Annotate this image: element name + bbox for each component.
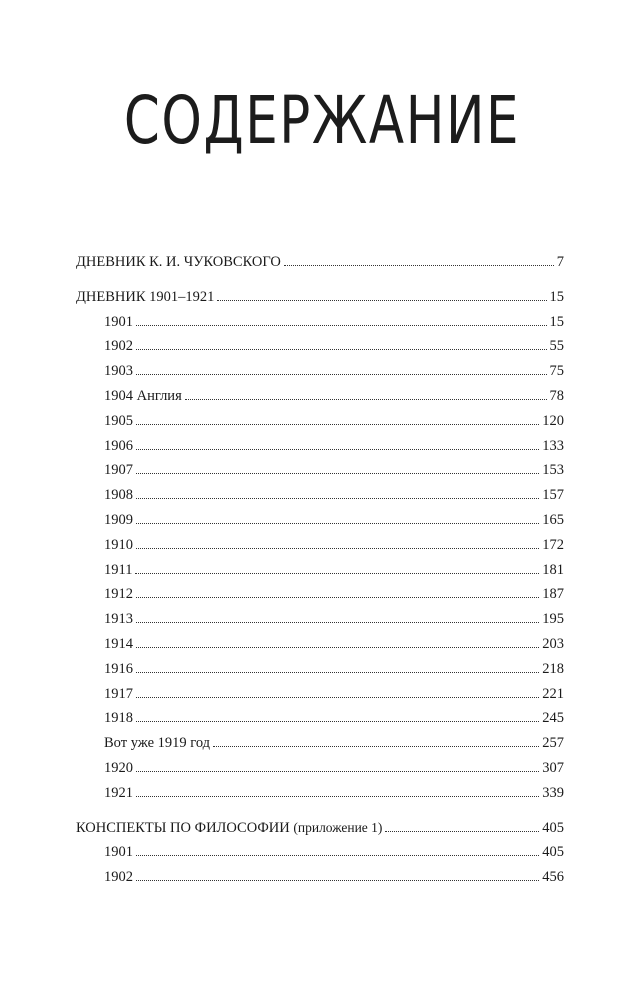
toc-subentry <box>76 458 564 483</box>
toc-entry-label <box>104 359 135 384</box>
section-spacer <box>76 275 564 285</box>
toc-page-number: 55 <box>549 338 564 355</box>
toc-subentry <box>76 607 564 632</box>
dot-leader <box>136 854 539 856</box>
toc-page-number: 181 <box>542 561 564 578</box>
toc-section-entry <box>76 285 564 310</box>
dot-leader <box>136 671 539 673</box>
toc-entry-title: 1908 <box>104 487 133 504</box>
toc-page-number: 157 <box>542 487 564 504</box>
toc-page-number: 15 <box>549 313 564 330</box>
toc-page-number: 15 <box>549 288 564 305</box>
toc-entry-title: 1902 <box>104 338 133 355</box>
dot-leader <box>284 264 554 266</box>
toc-page-number: 456 <box>542 869 564 886</box>
toc-subentry <box>76 781 564 806</box>
dot-leader <box>136 522 539 524</box>
toc-entry-title: 1918 <box>104 710 133 727</box>
toc-entry-label <box>76 816 384 841</box>
toc-page-number: 7 <box>556 254 564 270</box>
dot-leader <box>136 795 539 797</box>
toc-entry-title: Вот уже 1919 год <box>104 735 211 752</box>
toc-subentry <box>76 483 564 508</box>
toc-entry-label <box>76 250 283 275</box>
toc-page-number: 133 <box>542 437 564 454</box>
toc-page-number: 75 <box>549 363 564 380</box>
toc-subentry <box>76 533 564 558</box>
toc-page-number: 405 <box>542 844 564 861</box>
toc-entry-title: 1901 <box>104 313 133 330</box>
toc-page-number: 172 <box>542 536 564 553</box>
toc-entry-label <box>104 334 135 359</box>
dot-leader <box>213 745 539 747</box>
toc-entry-title: 1905 <box>104 412 133 429</box>
dot-leader <box>136 497 539 499</box>
toc-subentry <box>76 582 564 607</box>
toc-subentry <box>76 508 564 533</box>
dot-leader <box>136 448 539 450</box>
toc-subentry <box>76 682 564 707</box>
toc-entry-label <box>104 409 135 434</box>
toc-entry-label <box>104 840 135 865</box>
toc-entry-label <box>104 781 135 806</box>
dot-leader <box>136 596 539 598</box>
dot-leader <box>136 324 547 326</box>
toc-entry-label <box>104 632 135 657</box>
toc-subentry <box>76 657 564 682</box>
toc-page-number: 257 <box>542 735 564 752</box>
toc-subentry <box>76 558 564 583</box>
toc-page-number: 218 <box>542 660 564 677</box>
toc-page-number: 195 <box>542 611 564 628</box>
toc-entry-title: 1904 Англия <box>104 387 182 404</box>
toc-page-number: 187 <box>542 586 564 603</box>
toc-subentry <box>76 756 564 781</box>
toc-entry-title: 1921 <box>104 784 133 801</box>
toc-entry-label <box>104 657 135 682</box>
toc-entry-label <box>76 285 216 310</box>
toc-entry-label <box>104 533 135 558</box>
toc-entry-label <box>104 731 212 756</box>
toc-subentry <box>76 840 564 865</box>
toc-entry-title: 1912 <box>104 586 133 603</box>
toc-subentry <box>76 731 564 756</box>
toc-page-number: 153 <box>542 462 564 479</box>
toc-page-number: 245 <box>542 710 564 727</box>
toc-entry-title: 1907 <box>104 462 133 479</box>
toc-subentry <box>76 409 564 434</box>
toc-entry-title: 1920 <box>104 759 133 776</box>
toc-page-number: 339 <box>542 784 564 801</box>
toc-entry-label <box>104 756 135 781</box>
toc-subentry <box>76 865 564 890</box>
toc-entry-title: ДНЕВНИК К. И. ЧУКОВСКОГО <box>76 254 281 270</box>
dot-leader <box>185 398 547 400</box>
dot-leader <box>217 299 546 301</box>
toc-entry-title: 1917 <box>104 685 133 702</box>
dot-leader <box>136 696 539 698</box>
toc-subentry <box>76 334 564 359</box>
dot-leader <box>136 547 539 549</box>
toc-subentry <box>76 359 564 384</box>
toc-subentry <box>76 310 564 335</box>
toc-page-number: 221 <box>542 685 564 702</box>
toc-entry-title: 1906 <box>104 437 133 454</box>
toc-entry-label <box>104 458 135 483</box>
toc-entry-title: ДНЕВНИК 1901–1921 <box>76 288 215 305</box>
page-title: СОДЕРЖАНИЕ <box>123 82 521 159</box>
dot-leader <box>136 646 539 648</box>
toc-page-number: 307 <box>542 759 564 776</box>
dot-leader <box>136 770 539 772</box>
toc-entry-label <box>104 434 135 459</box>
toc-entry-label <box>104 582 135 607</box>
toc-entry-title: 1910 <box>104 536 133 553</box>
toc-entry-title: КОНСПЕКТЫ ПО ФИЛОСОФИИ <box>76 819 290 836</box>
toc-page-number: 405 <box>542 819 564 836</box>
dot-leader <box>135 572 539 574</box>
toc-subentry <box>76 384 564 409</box>
toc-entry-label <box>104 706 135 731</box>
toc-subentry <box>76 706 564 731</box>
section-spacer <box>76 806 564 816</box>
dot-leader <box>136 720 539 722</box>
toc-entry-label <box>104 682 135 707</box>
dot-leader <box>136 373 547 375</box>
toc-entry-title: 1911 <box>104 561 133 578</box>
toc-entry-label <box>104 310 135 335</box>
toc-entry-label <box>104 607 135 632</box>
toc-page-number: 203 <box>542 635 564 652</box>
toc-subentry <box>76 632 564 657</box>
toc-entry-title: 1909 <box>104 511 133 528</box>
toc-section-entry <box>76 250 564 275</box>
toc-entry-label <box>104 865 135 890</box>
toc-entry-title: 1913 <box>104 611 133 628</box>
dot-leader <box>136 879 539 881</box>
dot-leader <box>136 423 539 425</box>
toc-entry-label <box>104 508 135 533</box>
toc-entry-label <box>104 483 135 508</box>
toc-section-entry <box>76 816 564 841</box>
toc-page-number: 78 <box>549 387 564 404</box>
dot-leader <box>136 348 547 350</box>
toc-entry-title: 1914 <box>104 635 133 652</box>
toc-entry-title: 1902 <box>104 869 133 886</box>
toc-entry-label <box>104 384 184 409</box>
dot-leader <box>136 472 539 474</box>
toc-entry-title: 1901 <box>104 844 133 861</box>
toc-page-number: 165 <box>542 511 564 528</box>
toc-entry-label-suffix: (приложение 1) <box>293 819 383 835</box>
toc-page-number: 120 <box>542 412 564 429</box>
dot-leader <box>136 621 539 623</box>
dot-leader <box>385 830 539 832</box>
toc-entry-title: 1903 <box>104 363 133 380</box>
table-of-contents <box>76 250 564 890</box>
toc-entry-title: 1916 <box>104 660 133 677</box>
toc-subentry <box>76 434 564 459</box>
toc-entry-label <box>104 558 134 583</box>
